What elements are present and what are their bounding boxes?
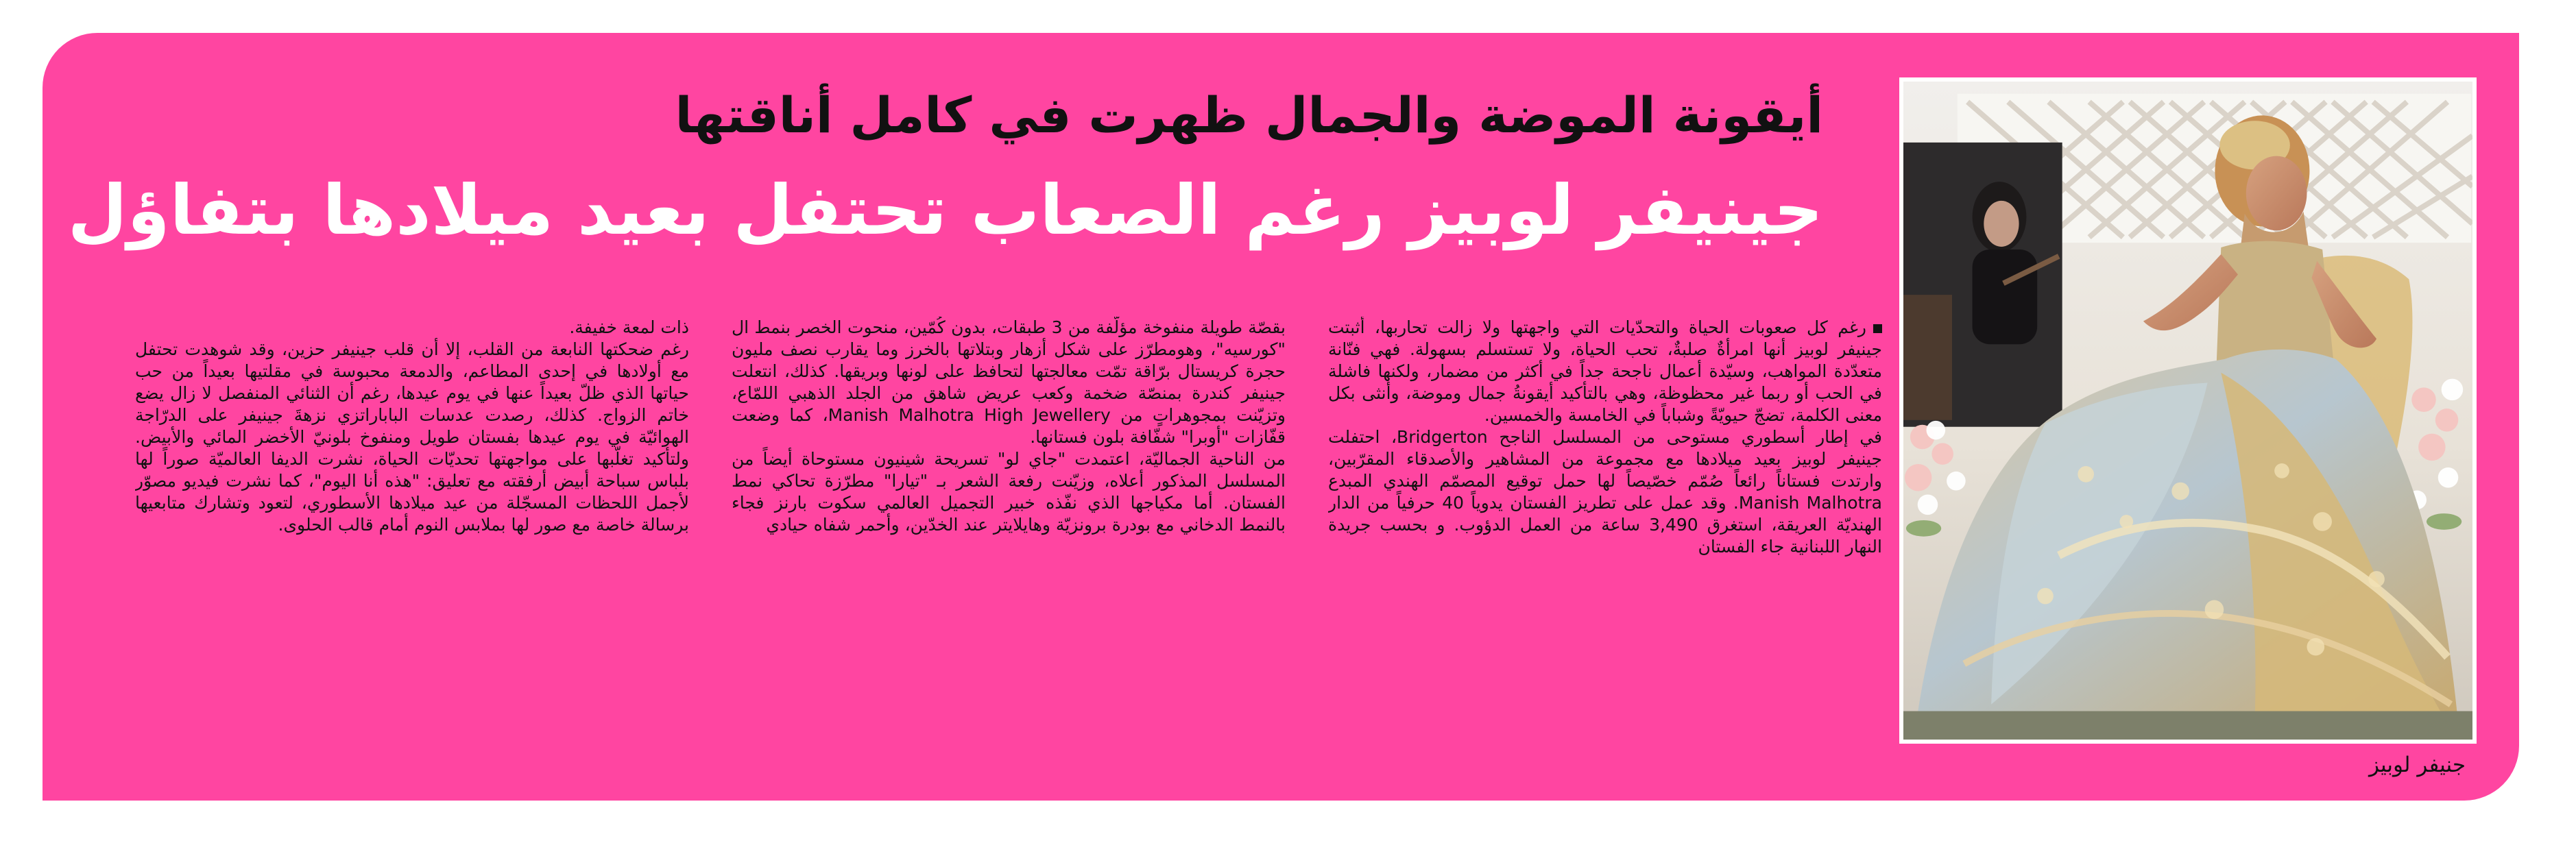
article-panel: [43, 33, 2519, 801]
paragraph-bullet-icon: [1873, 324, 1882, 333]
column-1-paragraph-1: رغم كل صعوبات الحياة والتحدّيات التي واجهتها ولا زالت تحاربها، أثبتت جينيفر لوبيز أنها امرأةٌ صلبةٌ، تحب الحياة، ولا تستسلم بسهولة. فهي فنّانة متعدّدة المواهب، وسيّدة أعمال ناجحة جداً في أكثر من مضمار، ولكنها فاشلة في الحب أو ربما غير محظوظة، وهي بالتأكيد أيقونةُ جمال وموضة، وأنثى بكل معنى الكلمة، تضجّ حيويّةً وشباباً في الخامسة والخمسين.: [1328, 317, 1882, 425]
column-3-paragraph-2: رغم ضحكتها النابعة من القلب، إلا أن قلب جينيفر حزين، وقد شوهدت تحتفل مع أولادها في إحدى المطاعم، والدمعة محبوسة في مقلتيها بعيداً من حب حياتها الذي ظلّ بعيداً عنها في يوم عيدها، رغم أن الثنائي المنفصل لا زال يضع خاتم الزواج. كذلك، رصدت عدسات الباباراتزي نزهةَ جينيفر على الدرّاجة الهوائيّة في يوم عيدها بفستان طويل ومنفوخ بلونيّ الأخضر المائي والأبيض. ولتأكيد تغلّبها على مواجهتها تحديّات الحياة، نشرت الديفا العالميّة صوراً لها بلباس سباحة أبيض أرفقته مع تعليق: "هذه أنا اليوم"، كما نشرت فيديو مصوّر لأجمل اللحظات المسجّلة من عيد ميلادها الأسطوري، لتعود وتشارك متابعيها برسالة خاصة مع صور لها بملابس النوم أمام قالب الحلوى.: [135, 339, 689, 535]
column-1-paragraph-2: في إطار أسطوري مستوحى من المسلسل الناجح Bridgerton، احتفلت جينيفر لوبيز بعيد ميلادها مع مجموعة من المشاهير والأصدقاء المقرّبين، وارتدت فستاناً رائعاً صُمّم خصّيصاً لها حمل توقيع المصمّم الهندي المبدع Manish Malhotra. وقد عمل على تطريز الفستان يدوياً 40 حرفياً من الدار الهنديّة العريقة، استغرق 3,490 ساعة من العمل الدؤوب. و بحسب جريدة النهار اللبنانية جاء الفستان: [1328, 427, 1882, 557]
article-column-3: [135, 317, 689, 759]
article-photo: [1899, 77, 2477, 744]
photo-caption: جنيفر لوبيز: [2368, 753, 2466, 777]
article-column-1: [1328, 317, 1882, 759]
article-columns: [121, 317, 1882, 759]
article-headline: جينيفر لوبيز رغم الصعاب تحتفل بعيد ميلادها بتفاؤل: [67, 170, 1823, 250]
article-column-2: [732, 317, 1286, 759]
dress-photo-illustration: [1903, 82, 2472, 740]
headline-area: [67, 81, 1823, 255]
column-2-paragraph-1: بقصّة طويلة منفوخة مؤلّفة من 3 طبقات، بدون كُمّين، منحوت الخصر بنمط ال "كورسيه"، وهومطرّز على شكل أزهار وبتلاتها بالخرز وما يقارب نصف مليون حجرة كريستال برّاقة تمّت معالجتها لتحافظ على لونها وبريقها. كذلك، انتعلت جينيفر كندرة بمنصّة ضخمة وكعب عريض شاهق من الجلد الذهبي اللمّاع، وتزيّنت بمجوهراتٍ من Manish Malhotra High Jewellery، كما وضعت قفّازات "أوبرا" شفّافة بلون فستانها.: [732, 317, 1286, 447]
column-3-paragraph-1: ذات لمعة خفيفة.: [569, 317, 689, 337]
article-kicker: أيقونة الموضة والجمال ظهرت في كامل أناقتها: [675, 86, 1823, 144]
column-2-paragraph-2: من الناحية الجماليّة، اعتمدت "جاي لو" تسريحة شينيون مستوحاة أيضاً من المسلسل المذكور أعلاه، وزيّنت رفعة الشعر بـ "تيارا" مطرّزة تحاكي نمط الفستان. أما مكياجها الذي نفّذه خبير التجميل العالمي سكوت بارنز فجاء بالنمط الدخاني مع بودرة برونزيّة وهايلايتر عند الخدّين، وأحمر شفاه حيادي: [732, 449, 1286, 535]
